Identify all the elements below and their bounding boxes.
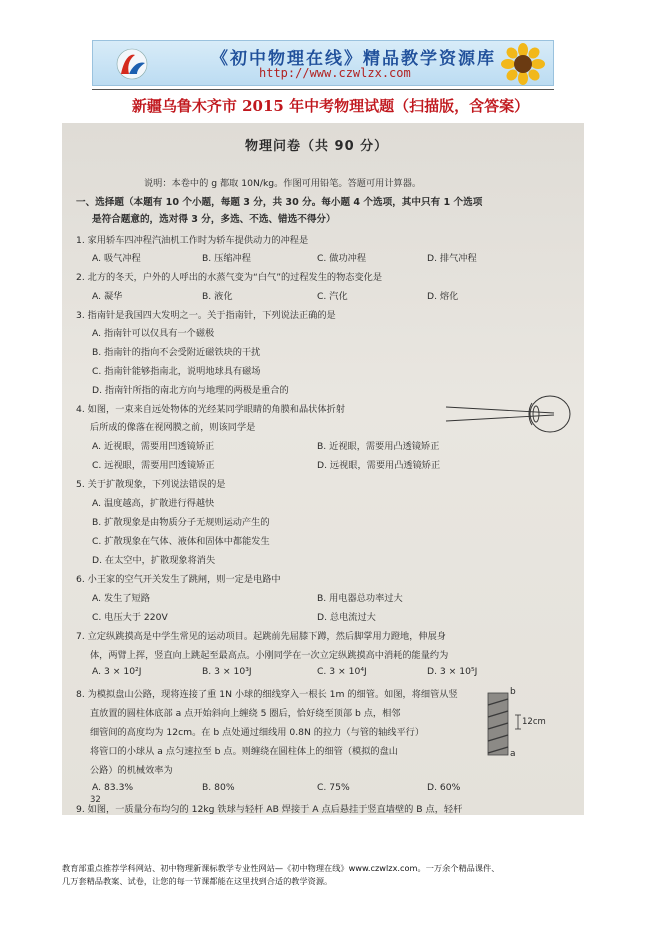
footer	[62, 862, 622, 888]
q1-option-c: C. 做功冲程	[317, 253, 367, 264]
q2-option-a: A. 凝华	[92, 291, 123, 302]
q3-option-c: C. 指南针能够指南北，说明地球具有磁场	[92, 366, 261, 377]
q7-option-c: C. 3 × 10⁴J	[317, 666, 367, 677]
sunflower-icon	[501, 43, 545, 85]
question-8-line1: 8. 为模拟盘山公路，现将连接了重 1N 小球的细线穿入一根长 1m 的细管。如图，将细管从竖	[76, 689, 458, 700]
q2-option-c: C. 汽化	[317, 291, 348, 302]
q8-option-c: C. 75%	[317, 782, 350, 793]
q5-option-b: B. 扩散现象是由物质分子无规则运动产生的	[92, 517, 270, 528]
question-4-line2: 后所成的像落在视网膜之前，则该同学是	[90, 422, 256, 433]
header-divider	[92, 89, 554, 90]
point-b-label: b	[510, 687, 516, 697]
site-banner	[92, 40, 554, 86]
eye-diagram-icon	[444, 391, 576, 437]
q3-option-d: D. 指南针所指的南北方向与地理的两极是重合的	[92, 385, 289, 396]
question-3: 3. 指南针是我国四大发明之一。关于指南针，下列说法正确的是	[76, 310, 336, 321]
question-8-line5: 公路）的机械效率为	[90, 765, 173, 776]
question-6: 6. 小王家的空气开关发生了跳闸，则一定是电路中	[76, 574, 281, 585]
q6-option-b: B. 用电器总功率过大	[317, 593, 403, 604]
question-1: 1. 家用轿车四冲程汽油机工作时为轿车提供动力的冲程是	[76, 235, 309, 246]
banner-url[interactable]: http://www.czwlzx.com	[259, 66, 411, 80]
q7-option-b: B. 3 × 10³J	[202, 666, 252, 677]
q1-option-a: A. 吸气冲程	[92, 253, 141, 264]
question-8-line4: 将管口的小球从 a 点匀速拉至 b 点。则缠绕在圆柱体上的细管（模拟的盘山	[90, 746, 398, 757]
q4-option-a: A. 近视眼，需要用凹透镜矫正	[92, 441, 215, 452]
footer-line-1: 教育部重点推荐学科网站、初中物理新课标教学专业性网站—《初中物理在线》www.czwlzx.com。一万余个精品课件、	[62, 863, 500, 873]
question-8-line2: 直放置的圆柱体底部 a 点开始斜向上缠绕 5 圈后，恰好绕至顶部 b 点，相邻	[90, 708, 401, 719]
page-headline: 新疆乌鲁木齐市 2015 年中考物理试题（扫描版，含答案）	[131, 97, 530, 115]
instructions-note: 说明：本卷中的 g 都取 10N/kg。作图可用铅笔。答题可用计算器。	[144, 178, 422, 189]
q2-option-b: B. 液化	[202, 291, 233, 302]
question-8-line3: 细管间的高度均为 12cm。在 b 点处通过细线用 0.8N 的拉力（与管的轴线平行）	[90, 727, 425, 738]
q1-option-d: D. 排气冲程	[427, 253, 477, 264]
q8-option-d: D. 60%	[427, 782, 461, 793]
footer-line-2: 几万套精品教案、试卷，让您的每一节课都能在这里找到合适的教学资源。	[62, 876, 333, 886]
q2-option-d: D. 熔化	[427, 291, 459, 302]
q5-option-d: D. 在太空中，扩散现象将消失	[92, 555, 216, 566]
q6-option-c: C. 电压大于 220V	[92, 612, 168, 623]
q7-option-d: D. 3 × 10⁵J	[427, 666, 478, 677]
question-4-line1: 4. 如图，一束来自远处物体的光经某同学眼睛的角膜和晶状体折射	[76, 404, 345, 415]
question-2: 2. 北方的冬天，户外的人呼出的水蒸气变为“白气”的过程发生的物态变化是	[76, 272, 383, 283]
q6-option-d: D. 总电流过大	[317, 612, 376, 623]
q8-option-b: B. 80%	[202, 782, 235, 793]
question-5: 5. 关于扩散现象，下列说法错误的是	[76, 479, 226, 490]
q4-option-b: B. 近视眼，需要用凸透镜矫正	[317, 441, 440, 452]
banner-title: 《初中物理在线》精品教学资源库	[211, 49, 496, 69]
scanned-exam-photo	[62, 123, 584, 815]
q5-option-a: A. 温度越高，扩散进行得越快	[92, 498, 215, 509]
page-number: 32	[90, 795, 101, 805]
q8-option-a: A. 83.3%	[92, 782, 134, 793]
q4-option-d: D. 远视眼，需要用凸透镜矫正	[317, 460, 441, 471]
q6-option-a: A. 发生了短路	[92, 593, 150, 604]
point-a-label: a	[510, 749, 516, 759]
q5-option-c: C. 扩散现象在气体、液体和固体中都能发生	[92, 536, 270, 547]
question-9: 9. 如图，一质量分布均匀的 12kg 铁球与轻杆 AB 焊接于 A 点后悬挂于竖直墙壁的 B 点，轻杆	[76, 804, 463, 815]
question-7-line2: 体，两臂上挥，竖直向上跳起至最高点。小刚同学在一次立定纵跳摸高中消耗的能量约为	[90, 650, 449, 661]
section-title: 物理问卷（共 90 分）	[245, 139, 389, 154]
q4-option-c: C. 远视眼，需要用凹透镜矫正	[92, 460, 215, 471]
q7-option-a: A. 3 × 10²J	[92, 666, 142, 677]
cylinder-figure	[482, 689, 556, 759]
q3-option-a: A. 指南针可以仅具有一个磁极	[92, 328, 215, 339]
gap-label: 12cm	[522, 717, 546, 727]
q3-option-b: B. 指南针的指向不会受附近磁铁块的干扰	[92, 347, 261, 358]
q1-option-b: B. 压缩冲程	[202, 253, 251, 264]
part1-heading-line2: 是符合题意的，选对得 3 分，多选、不选、错选不得分）	[92, 214, 336, 225]
question-7-line1: 7. 立定纵跳摸高是中学生常见的运动项目。起跳前先屈膝下蹲，然后脚掌用力蹬地，伸展身	[76, 631, 446, 642]
part1-heading-line1: 一、选择题（本题有 10 个小题，每题 3 分，共 30 分。每小题 4 个选项，其中只有 1 个选项	[76, 197, 483, 208]
site-logo-icon	[115, 47, 149, 81]
